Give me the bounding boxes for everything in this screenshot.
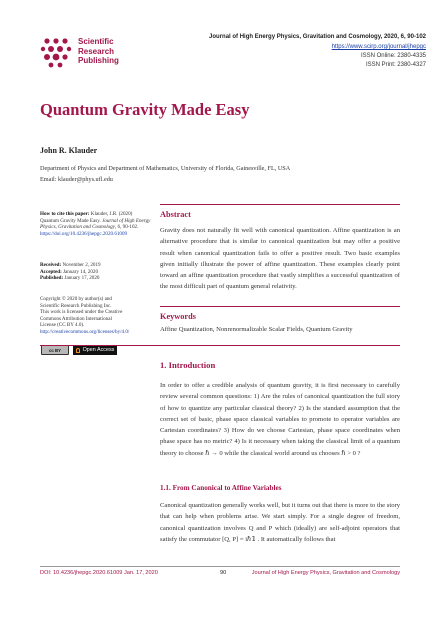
received-label: Received: [40,262,62,268]
publisher-line: Research [78,46,115,56]
how-to-cite-text: Klauder, J.R. (2020) Quantum Gravity Made Easy. [40,211,133,224]
introduction-text: In order to offer a credible analysis of quantum gravity, it is first necessary to carefully review several common questions: 1) Are the rules of canonical quantization the full story of how to quantize any particular classical theory? 2) Is the standard assumption that the correct set of basic, phase space classical variables to promote to operator variables are Cartesian coordinates? 3) How do we choose Cartesian, phase space coordinates when phase space has no metric? 4) Is it necessary when taking the classical limit of a quantum theory to choose ℏ → 0 while the classical world around us chooses ℏ > 0 ? [160,382,400,457]
abstract-heading: Abstract [160,210,191,219]
journal-citation: Journal of High Energy Physics, Gravitation and Cosmology, 2020, 6, 90-102 [209,34,426,40]
footer-journal: Journal of High Energy Physics, Gravitation and Cosmology [251,570,400,576]
section-divider [40,345,400,346]
copyright-line: Commons Attribution International [40,315,112,322]
keywords-heading: Keywords [160,312,196,321]
how-to-cite-label: How to cite this paper: [40,211,90,217]
keywords-text: Affine Quantization, Nonrenormalizable Scalar Fields, Quantum Gravity [160,326,353,333]
cc-badge-label: cc BY [49,347,61,353]
publication-dates [40,262,152,282]
how-to-cite-volume: , 6, 90-102. [115,224,139,231]
how-to-cite [40,211,152,237]
abstract-top-rule [160,204,400,205]
accepted-date: January 14, 2020 [61,268,98,275]
how-to-cite-journal: Journal of High Energy Physics, Gravitation and Cosmology [40,217,151,231]
publisher-line: Scientific [78,37,114,46]
open-access-label: Open Access [82,347,115,353]
published-date: January 17, 2020 [63,275,100,282]
publisher-line: Publishing [78,56,119,65]
introduction-heading: 1. Introduction [160,360,216,370]
footer-doi: DOI: 10.4236/jhepgc.2020.61009 Jan. 17, 2020 [40,570,158,576]
cc-by-badge-icon[interactable] [41,345,69,355]
copyright-line: Copyright © 2020 by author(s) and [40,296,112,302]
publisher-name [78,37,119,66]
subsection-heading: 1.1. From Canonical to Affine Variables [160,484,282,492]
journal-url-link[interactable]: https://www.scirp.org/journal/jhepgc [331,44,426,50]
subsection-text: Canonical quantization generally works well, but it turns out that there is more to the story that can help when problems arise. We start simply. For a single degree of freedom, canonical quantization involves Q and P which (ideally) are self-adjoint operators that satisfy the commutator [Q, P] = iℏ𝟙 . It automatically follows that [160,502,400,543]
author-email[interactable]: Email: klauder@phys.ufl.edu [40,176,113,183]
received-date: November 2, 2019 [61,262,101,268]
issn-print: ISSN Print: 2380-4327 [365,62,426,68]
open-lock-icon [76,348,80,353]
author-affiliation: Department of Physics and Department of Mathematics, University of Florida, Gainesville, FL, USA [40,165,291,172]
author-name: John R. Klauder [40,146,98,155]
footer-rule [40,566,400,567]
copyright-line: This work is licensed under the Creative [40,309,123,316]
copyright-line: Scientific Research Publishing Inc. [40,302,112,309]
issn-online: ISSN Online: 2380-4335 [360,53,426,59]
keywords-top-rule [160,306,400,307]
paper-title: Quantum Gravity Made Easy [40,100,250,119]
doi-link[interactable]: https://doi.org/10.4236/jhepgc.2020.61009 [40,230,128,237]
copyright-line: License (CC BY 4.0). [40,322,85,329]
accepted-label: Accepted: [40,268,62,275]
scirp-logo-icon [40,36,74,70]
copyright-notice [40,296,152,336]
published-label: Published: [40,275,64,282]
abstract-text: Gravity does not naturally fit well with canonical quantization. Affine quantization is an alternative procedure that is similar to canonical quantization but may offer a positive result when canonical quantization fails to offer a positive result. Two basic examples given initially illustrate the power of affine quantization. These examples clearly point toward an affine quantization procedure that vastly simplifies a successful quantization of the most difficult part of quantum general relativity. [160,227,400,291]
license-link[interactable]: http://creativecommons.org/licenses/by/4.0/ [40,328,130,335]
page-number: 90 [220,570,227,576]
open-access-badge [73,345,117,355]
